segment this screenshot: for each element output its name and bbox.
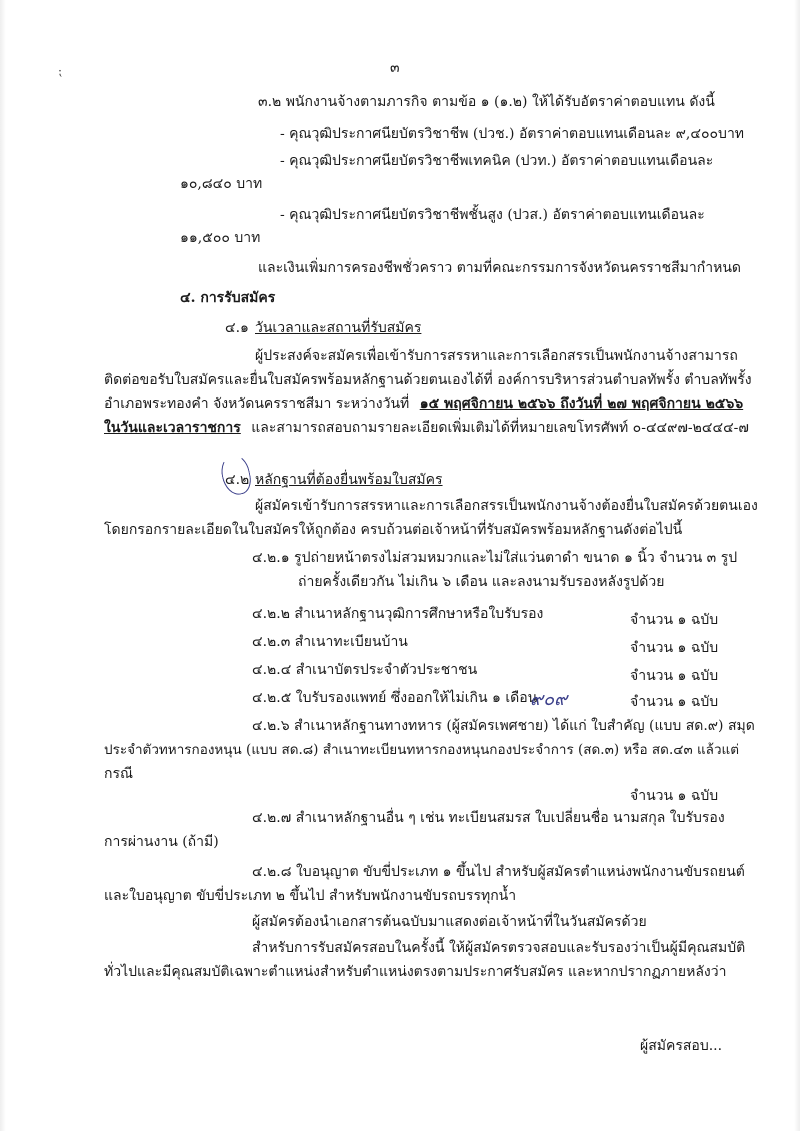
pay-item-3: - คุณวุฒิประกาศนียบัตรวิชาชีพชั้นสูง (ปวส.) อัตราค่าตอบแทนเดือนละ bbox=[280, 207, 705, 223]
doc-item-8: ๔.๒.๘ ใบอนุญาต ขับขี่ประเภท ๑ ขึ้นไป สำหรับผู้สมัครตำแหน่งพนักงานขับรถยนต์ bbox=[252, 864, 745, 880]
doc-item-4-qty: จำนวน ๑ ฉบับ bbox=[630, 668, 719, 684]
doc-item-4: ๔.๒.๔ สำเนาบัตรประจำตัวประชาชน bbox=[252, 662, 478, 678]
doc-item-6: ๔.๒.๖ สำเนาหลักฐานทางทหาร (ผู้สมัครเพศชาย) ได้แก่ ใบสำคัญ (แบบ สด.๙) สมุด bbox=[252, 718, 755, 734]
section-4-1-line-3 bbox=[104, 394, 743, 414]
pay-item-2-amount: ๑๐,๘๔๐ บาท bbox=[180, 176, 263, 192]
doc-item-3-qty: จำนวน ๑ ฉบับ bbox=[630, 640, 719, 656]
original-docs-note: ผู้สมัครต้องนำเอกสารต้นฉบับมาแสดงต่อเจ้าหน้าที่ในวันสมัครด้วย bbox=[252, 914, 647, 930]
section-4-2-number: ๔.๒ bbox=[225, 472, 250, 488]
doc-item-2: ๔.๒.๒ สำเนาหลักฐานวุฒิการศึกษาหรือใบรับรอง bbox=[252, 606, 544, 622]
scan-mark: ⁏ bbox=[58, 64, 63, 78]
self-verify-note: สำหรับการรับสมัครสอบในครั้งนี้ ให้ผู้สมัครตรวจสอบและรับรองว่าเป็นผู้มีคุณสมบัติ bbox=[252, 940, 746, 956]
page-number: ๓ bbox=[390, 60, 400, 76]
doc-item-6-qty: จำนวน ๑ ฉบับ bbox=[630, 788, 719, 804]
doc-item-6-line-2: ประจำตัวทหารกองหนุน (แบบ สด.๘) สำเนาทะเบียนทหารกองหนุนกองประจำการ (สด.๓) หรือ สด.๔๓ แล้วแต่ bbox=[104, 742, 739, 758]
pay-item-1: - คุณวุฒิประกาศนียบัตรวิชาชีพ (ปวช.) อัตราค่าตอบแทนเดือนละ ๙,๔๐๐บาท bbox=[280, 126, 745, 142]
section-4-1-line-2: ติดต่อขอรับใบสมัครและยื่นใบสมัครพร้อมหลักฐานด้วยตนเองได้ที่ องค์การบริหารส่วนตำบลทัพรั้ง ตำบลทัพรั้ง bbox=[104, 372, 752, 388]
application-dates: ๑๕ พฤศจิกายน ๒๕๖๖ ถึงวันที่ ๒๗ พฤศจิกายน ๒๕๖๖ bbox=[419, 396, 744, 412]
section-4-2-line-2: โดยกรอกรายละเอียดในใบสมัครให้ถูกต้อง ครบถ้วนต่อเจ้าหน้าที่รับสมัครพร้อมหลักฐานดังต่อไปนี้ bbox=[104, 522, 683, 538]
section-4-2-title: หลักฐานที่ต้องยื่นพร้อมใบสมัคร bbox=[255, 472, 443, 488]
handwritten-note: ๙๐๙ bbox=[530, 689, 568, 710]
doc-item-7: ๔.๒.๗ สำเนาหลักฐานอื่น ๆ เช่น ทะเบียนสมรส ใบเปลี่ยนชื่อ นามสกุล ใบรับรอง bbox=[252, 810, 725, 826]
doc-item-5: ๔.๒.๕ ใบรับรองแพทย์ ซึ่งออกให้ไม่เกิน ๑ เดือน bbox=[252, 690, 538, 706]
line-3-prefix: อำเภอพระทองคำ จังหวัดนครราชสีมา ระหว่างวันที่ bbox=[104, 396, 410, 412]
doc-item-2-qty: จำนวน ๑ ฉบับ bbox=[630, 612, 719, 628]
section-4-1-line-4 bbox=[104, 418, 749, 438]
section-4-1-number: ๔.๑ bbox=[225, 320, 249, 336]
doc-item-6-line-3: กรณี bbox=[104, 766, 133, 782]
section-4-heading: ๔. การรับสมัคร bbox=[180, 290, 276, 306]
section-3-2-footer: และเงินเพิ่มการครองชีพชั่วคราว ตามที่คณะกรรมการจังหวัดนครราชสีมากำหนด bbox=[258, 260, 741, 276]
self-verify-note-line-2: ทั่วไปและมีคุณสมบัติเฉพาะตำแหน่งสำหรับตำแหน่งตรงตามประกาศรับสมัคร และหากปรากฏภายหลังว่า bbox=[104, 964, 727, 980]
doc-item-7-line-2: การผ่านงาน (ถ้ามี) bbox=[104, 834, 219, 850]
section-4-1-title: วันเวลาและสถานที่รับสมัคร bbox=[255, 320, 422, 336]
doc-item-1: ๔.๒.๑ รูปถ่ายหน้าตรงไม่สวมหมวกและไม่ใส่แว่นตาดำ ขนาด ๑ นิ้ว จำนวน ๓ รูป bbox=[252, 550, 738, 566]
section-3-2-heading: ๓.๒ พนักงานจ้างตามภารกิจ ตามข้อ ๑ (๑.๒) ให้ได้รับอัตราค่าตอบแทน ดังนี้ bbox=[258, 94, 715, 110]
doc-item-5-qty: จำนวน ๑ ฉบับ bbox=[630, 694, 719, 710]
doc-item-8-line-2: และใบอนุญาต ขับขี่ประเภท ๒ ขึ้นไป สำหรับพนักงานขับรถบรรทุกน้ำ bbox=[104, 888, 517, 904]
section-4-2-line-1: ผู้สมัครเข้ารับการสรรหาและการเลือกสรรเป็นพนักงานจ้างต้องยื่นใบสมัครด้วยตนเอง bbox=[255, 498, 758, 514]
pay-item-2: - คุณวุฒิประกาศนียบัตรวิชาชีพเทคนิค (ปวท.) อัตราค่าตอบแทนเดือนละ bbox=[280, 153, 714, 169]
continuation-text: ผู้สมัครสอบ... bbox=[640, 1038, 723, 1054]
contact-phone: และสามารถสอบถามรายละเอียดเพิ่มเติมได้ที่หมายเลขโทรศัพท์ ๐-๔๔๙๗-๒๔๔๔-๗ bbox=[251, 420, 749, 436]
section-4-1-line-1: ผู้ประสงค์จะสมัครเพื่อเข้ารับการสรรหาและการเลือกสรรเป็นพนักงานจ้างสามารถ bbox=[255, 348, 738, 364]
doc-item-3: ๔.๒.๓ สำเนาทะเบียนบ้าน bbox=[252, 634, 408, 650]
doc-item-1-detail: ถ่ายครั้งเดียวกัน ไม่เกิน ๖ เดือน และลงนามรับรองหลังรูปด้วย bbox=[298, 574, 665, 590]
pay-item-3-amount: ๑๑,๕๐๐ บาท bbox=[180, 230, 261, 246]
office-hours: ในวันและเวลาราชการ bbox=[104, 420, 241, 436]
